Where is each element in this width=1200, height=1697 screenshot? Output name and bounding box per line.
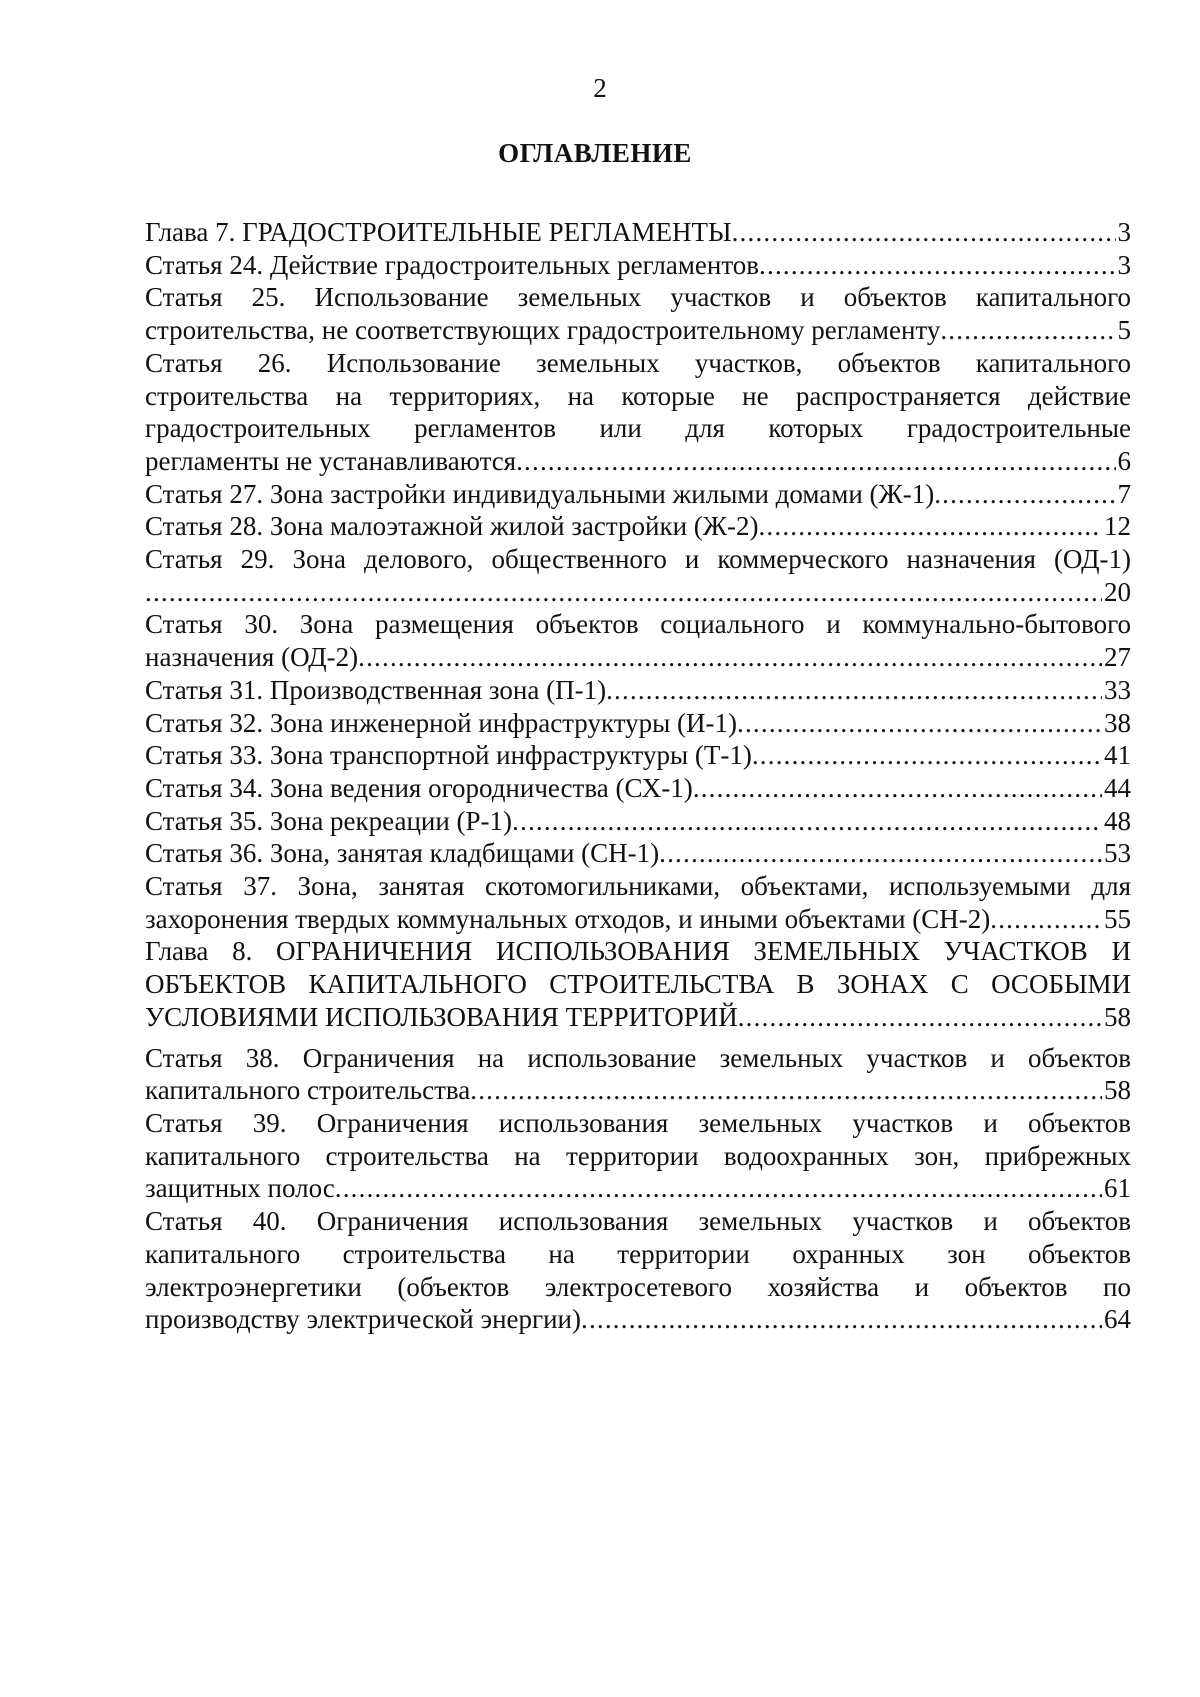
toc-leader-line	[145, 478, 1131, 511]
dot-leader	[732, 216, 1116, 249]
toc-entry[interactable]	[145, 1107, 1131, 1205]
toc-leader-line	[145, 249, 1131, 282]
table-of-contents	[145, 216, 1131, 1336]
toc-page-number: 33	[1104, 674, 1131, 705]
dot-leader	[738, 1001, 1102, 1034]
toc-leader-line	[145, 772, 1131, 805]
toc-entry-title: Статья 27. Зона застройки индивидуальными жилыми домами (Ж-1)	[145, 478, 935, 509]
toc-entry-title: Глава 7. ГРАДОСТРОИТЕЛЬНЫЕ РЕГЛАМЕНТЫ	[145, 217, 732, 247]
dot-leader	[752, 739, 1102, 772]
toc-entry-line: градостроительных регламентов или для которых градостроительные	[145, 413, 1131, 444]
toc-entry-line: Статья 40. Ограничения использования земельных участков и объектов	[145, 1206, 1131, 1237]
toc-entry[interactable]	[145, 216, 1131, 249]
toc-entry-title: Статья 36. Зона, занятая кладбищами (СН-1)	[145, 838, 660, 869]
toc-entry-title: Статья 24. Действие градостроительных регламентов	[145, 249, 760, 280]
toc-page-number: 55	[1104, 903, 1131, 934]
toc-leader-line	[145, 903, 1131, 936]
toc-entry-line: Статья 30. Зона размещения объектов социального и коммунально-бытового	[145, 609, 1131, 640]
toc-leader-line	[145, 739, 1131, 772]
dot-leader	[737, 707, 1102, 740]
dot-leader	[693, 772, 1102, 805]
toc-leader-line	[145, 1001, 1131, 1034]
toc-leader-line	[145, 674, 1131, 707]
toc-entry-title: Статья 28. Зона малоэтажной жилой застройки (Ж-2)	[145, 511, 759, 542]
toc-leader-line	[145, 576, 1131, 609]
toc-entry[interactable]	[145, 249, 1131, 282]
toc-leader-line	[145, 1303, 1131, 1336]
toc-entry-line: Статья 25. Использование земельных участков и объектов капитального	[145, 282, 1131, 313]
toc-entry[interactable]	[145, 674, 1131, 707]
toc-leader-line	[145, 641, 1131, 674]
toc-page-number: 3	[1117, 249, 1131, 280]
toc-leader-line	[145, 707, 1131, 740]
toc-entry-title: захоронения твердых коммунальных отходов, и иными объектами (СН-2)	[145, 903, 991, 934]
toc-page-number: 58	[1104, 1001, 1131, 1032]
toc-entry-line: Статья 38. Ограничения на использование земельных участков и объектов	[145, 1042, 1131, 1073]
toc-leader-line	[145, 510, 1131, 543]
dot-leader	[335, 1172, 1102, 1205]
toc-entry-title: производству электрической энергии)	[145, 1304, 581, 1335]
toc-leader-line	[145, 445, 1131, 478]
toc-leader-line	[145, 314, 1131, 347]
toc-leader-line	[145, 805, 1131, 838]
dot-leader	[934, 478, 1115, 511]
toc-entry-line: Статья 37. Зона, занятая скотомогильниками, объектами, используемыми для	[145, 871, 1131, 902]
toc-entry-line: капитального строительства на территории охранных зон объектов	[145, 1238, 1131, 1269]
toc-entry-title: УСЛОВИЯМИ ИСПОЛЬЗОВАНИЯ ТЕРРИТОРИЙ	[145, 1001, 738, 1032]
toc-entry[interactable]	[145, 1042, 1131, 1107]
toc-page-number: 38	[1104, 707, 1131, 738]
toc-page-number: 20	[1104, 576, 1131, 607]
toc-entry[interactable]	[145, 478, 1131, 511]
toc-entry-line: Статья 29. Зона делового, общественного и коммерческого назначения (ОД-1)	[145, 544, 1131, 575]
toc-page-number: 64	[1104, 1304, 1131, 1335]
toc-entry-line: ОБЪЕКТОВ КАПИТАЛЬНОГО СТРОИТЕЛЬСТВА В ЗОНАХ С ОСОБЫМИ	[145, 969, 1131, 1000]
dot-leader	[759, 249, 1115, 282]
toc-page-number: 53	[1104, 838, 1131, 869]
toc-entry[interactable]	[145, 772, 1131, 805]
toc-page-number: 7	[1117, 478, 1131, 509]
toc-entry[interactable]	[145, 837, 1131, 870]
toc-entry-title: капитального строительства	[145, 1075, 471, 1106]
toc-entry-line: строительства на территориях, на которые не распространяется действие	[145, 380, 1131, 411]
toc-entry[interactable]	[145, 281, 1131, 346]
toc-page-number: 61	[1104, 1173, 1131, 1204]
toc-page-number: 12	[1104, 511, 1131, 542]
toc-page-number: 58	[1104, 1075, 1131, 1106]
toc-page-number: 44	[1104, 772, 1131, 803]
toc-entry[interactable]	[145, 608, 1131, 673]
dot-leader	[470, 1074, 1102, 1107]
toc-page-number: 5	[1117, 315, 1131, 346]
dot-leader	[659, 837, 1102, 870]
toc-entry[interactable]	[145, 543, 1131, 608]
dot-leader	[940, 314, 1115, 347]
dot-leader	[758, 510, 1102, 543]
toc-entry-title: Статья 33. Зона транспортной инфраструктуры (Т-1)	[145, 740, 752, 771]
dot-leader	[581, 1303, 1102, 1336]
toc-entry-title: Статья 31. Производственная зона (П-1)	[145, 674, 607, 705]
toc-entry-title: строительства, не соответствующих градостроительному регламенту	[145, 315, 941, 346]
dot-leader	[358, 641, 1102, 674]
toc-entry-title: Статья 32. Зона инженерной инфраструктуры (И-1)	[145, 707, 738, 738]
toc-page-number: 6	[1117, 445, 1131, 476]
toc-entry[interactable]	[145, 870, 1131, 935]
toc-leader-line	[145, 1074, 1131, 1107]
toc-page-number: 27	[1104, 642, 1131, 673]
toc-entry-line: Статья 39. Ограничения использования земельных участков и объектов	[145, 1107, 1131, 1138]
dot-leader	[990, 903, 1102, 936]
page-number: 2	[593, 73, 607, 103]
toc-entry[interactable]	[145, 510, 1131, 543]
toc-leader-line	[145, 1172, 1131, 1205]
toc-entry[interactable]	[145, 739, 1131, 772]
toc-chapter-entry[interactable]	[145, 935, 1131, 1041]
toc-entry[interactable]	[145, 805, 1131, 838]
toc-entry-title: регламенты не устанавливаются	[145, 445, 517, 476]
toc-leader-line	[145, 216, 1131, 249]
toc-entry[interactable]	[145, 707, 1131, 740]
toc-entry-title: защитных полос	[145, 1173, 335, 1204]
toc-entry-title: Статья 34. Зона ведения огородничества (СХ-1)	[145, 772, 693, 803]
dot-leader	[516, 445, 1115, 478]
toc-page-number: 41	[1104, 740, 1131, 771]
dot-leader	[145, 576, 1102, 609]
toc-leader-line	[145, 837, 1131, 870]
toc-entry-line: Глава 8. ОГРАНИЧЕНИЯ ИСПОЛЬЗОВАНИЯ ЗЕМЕЛЬНЫХ УЧАСТКОВ И	[145, 936, 1131, 967]
dot-leader	[512, 805, 1102, 838]
toc-entry[interactable]	[145, 1205, 1131, 1336]
toc-page-number: 48	[1104, 805, 1131, 836]
toc-entry-line: электроэнергетики (объектов электросетевого хозяйства и объектов по	[145, 1271, 1131, 1302]
toc-entry-title: Статья 35. Зона рекреации (Р-1)	[145, 805, 513, 836]
toc-entry-line: капитального строительства на территории водоохранных зон, прибрежных	[145, 1140, 1131, 1171]
toc-entry[interactable]	[145, 347, 1131, 478]
dot-leader	[606, 674, 1102, 707]
toc-entry-line: Статья 26. Использование земельных участков, объектов капитального	[145, 347, 1131, 378]
toc-entry-title: назначения (ОД-2)	[145, 642, 359, 673]
toc-heading: ОГЛАВЛЕНИЕ	[498, 138, 692, 168]
toc-page-number: 3	[1117, 217, 1131, 247]
